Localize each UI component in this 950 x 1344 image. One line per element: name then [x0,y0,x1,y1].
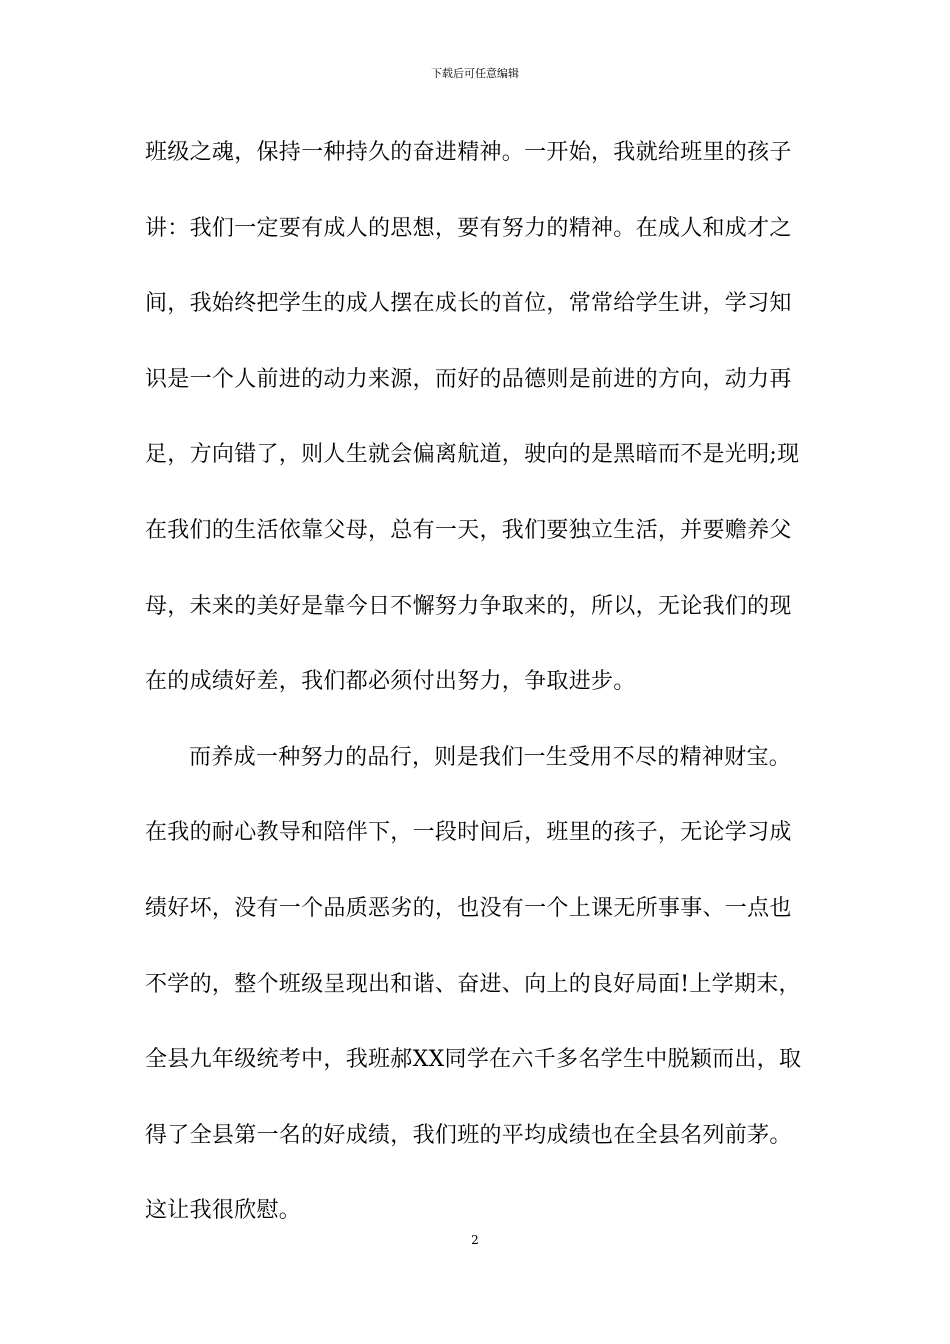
text-line: 识是一个人前进的动力来源，而好的品德则是前进的方向，动力再 [145,366,792,392]
page-number: 2 [471,1233,479,1247]
text-line: 在我的耐心教导和陪伴下，一段时间后，班里的孩子，无论学习成 [145,820,792,846]
text-line: 班级之魂，保持一种持久的奋进精神。一开始，我就给班里的孩子 [145,140,792,165]
text-line: 在的成绩好差，我们都必须付出努力，争取进步。 [145,669,636,695]
text-line: 在我们的生活依靠父母，总有一天，我们要独立生活，并要赡养父 [145,517,792,543]
page-header: 下载后可任意编辑 [431,67,519,80]
text-line: 全县九年级统考中，我班郝XX同学在六千多名学生中脱颖而出，取 [145,1047,802,1073]
text-line: 得了全县第一名的好成绩，我们班的平均成绩也在全县名列前茅。 [145,1122,792,1148]
text-line: 间，我始终把学生的成人摆在成长的首位，常常给学生讲，学习知 [145,291,792,317]
document-body [145,129,810,1263]
text-line: 绩好坏，没有一个品质恶劣的，也没有一个上课无所事事、一点也 [145,895,792,921]
text-line: 母，未来的美好是靠今日不懈努力争取来的，所以，无论我们的现 [145,593,792,619]
text-line: 足，方向错了，则人生就会偏离航道，驶向的是黑暗而不是光明;现 [145,442,800,468]
text-line: 这让我很欣慰。 [145,1198,302,1224]
text-line: 不学的，整个班级呈现出和谐、奋进、向上的良好局面!上学期末， [145,971,801,997]
text-line: 讲：我们一定要有成人的思想，要有努力的精神。在成人和成才之 [145,215,792,241]
paragraph-start-line: 而养成一种努力的品行，则是我们一生受用不尽的精神财宝。 [189,744,792,770]
